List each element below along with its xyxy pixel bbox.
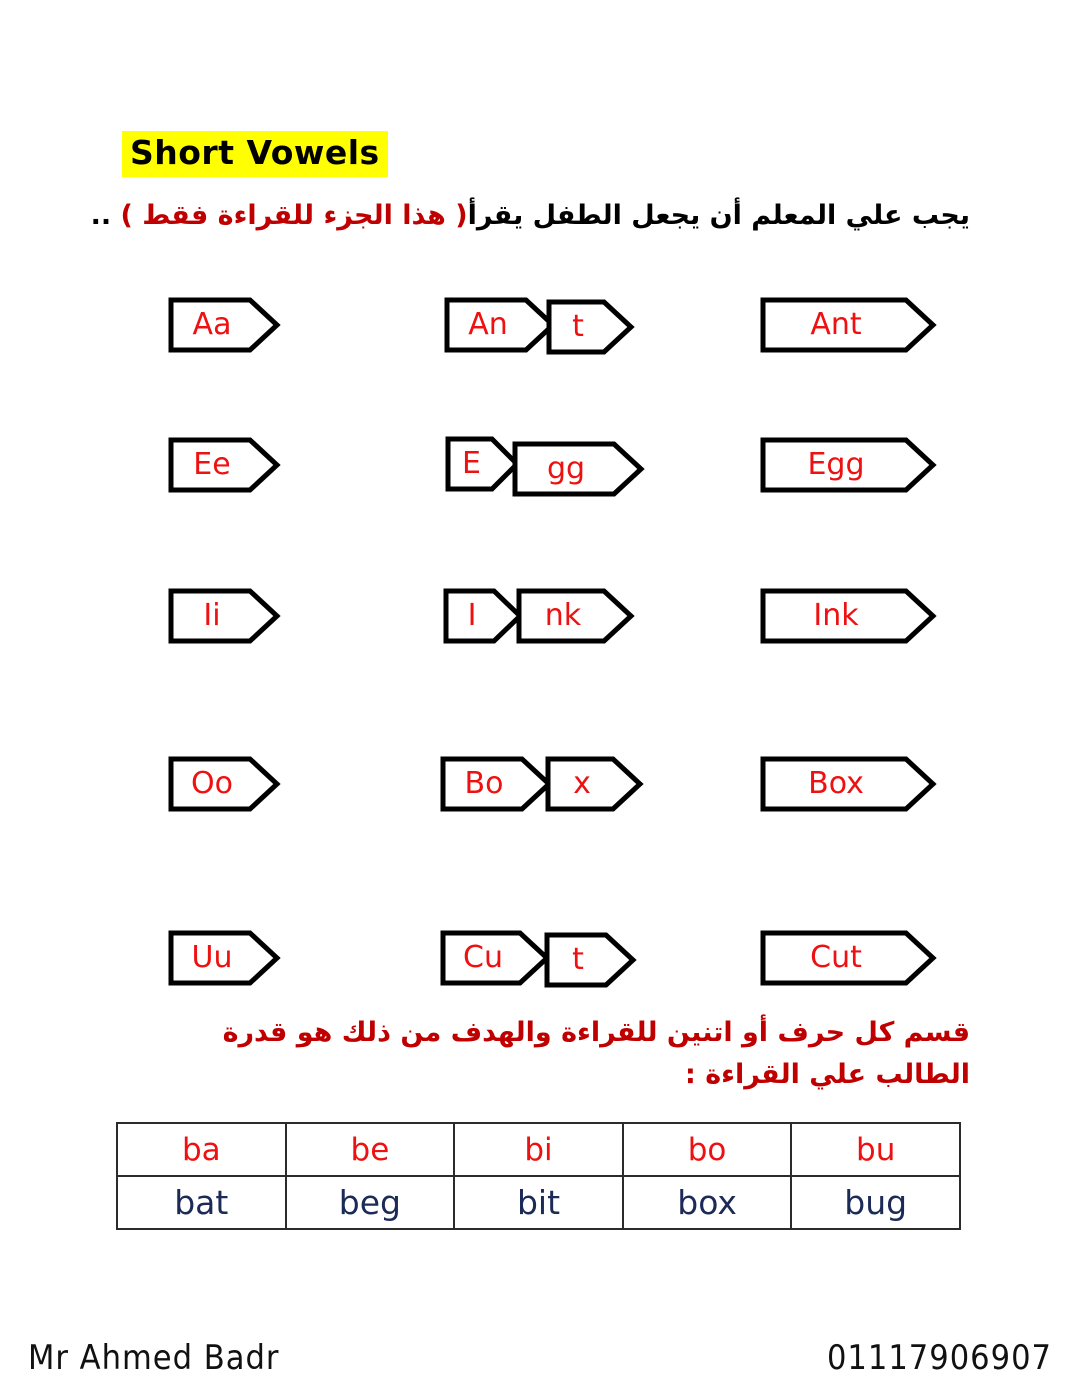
instruction-top-black: يجب علي المعلم أن يجعل الطفل يقرأ [467, 200, 970, 231]
split-label-first: Cu [463, 940, 503, 975]
whole-label: Egg [807, 447, 865, 482]
table-cell-syllable: bo [623, 1123, 792, 1176]
chevron-outline-icon [546, 299, 634, 355]
split-shape-gg [512, 441, 644, 497]
split-label-first: Bo [464, 766, 504, 801]
split-shape-t2 [544, 932, 636, 988]
split-shape-bo [440, 756, 552, 812]
split-label-second: nk [544, 598, 582, 633]
vowel-shape-ii [168, 588, 280, 644]
vowel-label: Ii [203, 598, 221, 633]
table-cell-syllable: be [286, 1123, 455, 1176]
teacher-phone: 01117906907 [826, 1338, 1052, 1378]
footer [0, 1338, 1080, 1397]
whole-shape-egg [760, 437, 936, 493]
whole-label: Cut [810, 940, 862, 975]
instruction-top-red: ( هذا الجزء للقراءة فقط ) [120, 200, 468, 231]
split-label-second: gg [546, 451, 586, 486]
whole-shape-ink [760, 588, 936, 644]
whole-shape-cut [760, 930, 936, 986]
chevron-outline-icon [545, 756, 643, 812]
table-cell-syllable: ba [117, 1123, 286, 1176]
split-shape-cu [440, 930, 550, 986]
vowel-shape-aa [168, 297, 280, 353]
chevron-outline-icon [168, 588, 280, 644]
split-label-first: E [462, 446, 481, 481]
whole-shape-ant [760, 297, 936, 353]
teacher-name: Mr Ahmed Badr [28, 1338, 280, 1378]
split-shape-t [546, 299, 634, 355]
vowel-shape-uu [168, 930, 280, 986]
table-cell-word: bug [791, 1176, 960, 1229]
split-label-second: t [572, 309, 584, 344]
table-row-words [117, 1176, 960, 1229]
chevron-outline-icon [544, 932, 636, 988]
vowel-label: Aa [192, 307, 232, 342]
chevron-outline-icon [443, 588, 523, 644]
table-cell-syllable: bi [454, 1123, 623, 1176]
chevron-outline-icon [445, 436, 520, 492]
split-label-first: I [467, 598, 477, 633]
whole-label: Box [808, 766, 864, 801]
table-cell-word: bit [454, 1176, 623, 1229]
split-shape-e [445, 436, 520, 492]
syllable-table [116, 1122, 961, 1230]
table-cell-word: bat [117, 1176, 286, 1229]
table-cell-word: beg [286, 1176, 455, 1229]
instruction-bottom: قسم كل حرف أو اتنين للقراءة والهدف من ذلك هو قدرة الطالب علي القراءة : [222, 1017, 970, 1090]
split-shape-an [444, 297, 556, 353]
whole-label: Ant [810, 307, 862, 342]
split-label-first: An [468, 307, 508, 342]
split-shape-x [545, 756, 643, 812]
vowel-shape-ee [168, 437, 280, 493]
split-shape-nk [516, 588, 634, 644]
table-cell-word: box [623, 1176, 792, 1229]
vowel-label: Oo [191, 766, 233, 801]
page-title: Short Vowels [122, 131, 388, 177]
instruction-top-tail: .. [90, 200, 121, 231]
vowel-label: Uu [191, 940, 233, 975]
split-label-second: x [573, 766, 591, 801]
table-cell-syllable: bu [791, 1123, 960, 1176]
whole-label: Ink [813, 598, 859, 633]
vowel-shape-oo [168, 756, 280, 812]
split-label-second: t [572, 942, 584, 977]
split-shape-i [443, 588, 523, 644]
table-row-syllables [117, 1123, 960, 1176]
whole-shape-box [760, 756, 936, 812]
vowel-label: Ee [193, 447, 231, 482]
